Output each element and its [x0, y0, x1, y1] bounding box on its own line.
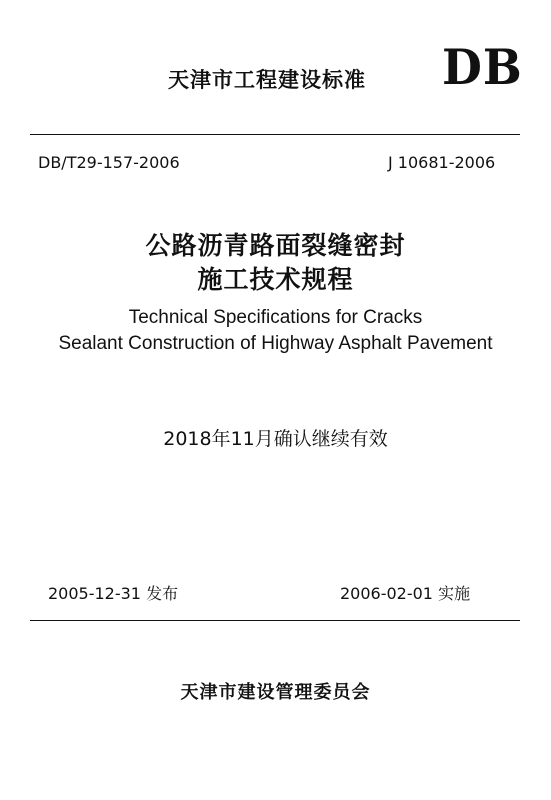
- title-chinese-line-1: 公路沥青路面裂缝密封: [145, 231, 406, 260]
- confirmation-note: 2018年11月确认继续有效: [163, 428, 388, 450]
- title-chinese-line-2: 施工技术规程: [197, 265, 354, 294]
- issuing-authority: 天津市建设管理委员会: [180, 682, 371, 703]
- title-english-line-2: Sealant Construction of Highway Asphalt Pavement: [58, 333, 493, 354]
- top-divider: [30, 134, 520, 135]
- standard-category-title: 天津市工程建设标准: [168, 68, 366, 92]
- bottom-divider: [30, 620, 520, 621]
- title-english-line-1: Technical Specifications for Cracks: [128, 307, 423, 328]
- record-number: J 10681-2006: [388, 153, 496, 172]
- effective-date: 2006-02-01 实施: [340, 584, 471, 603]
- db-mark: DB: [442, 38, 523, 96]
- issue-date: 2005-12-31 发布: [48, 584, 179, 603]
- standard-number: DB/T29-157-2006: [38, 153, 180, 172]
